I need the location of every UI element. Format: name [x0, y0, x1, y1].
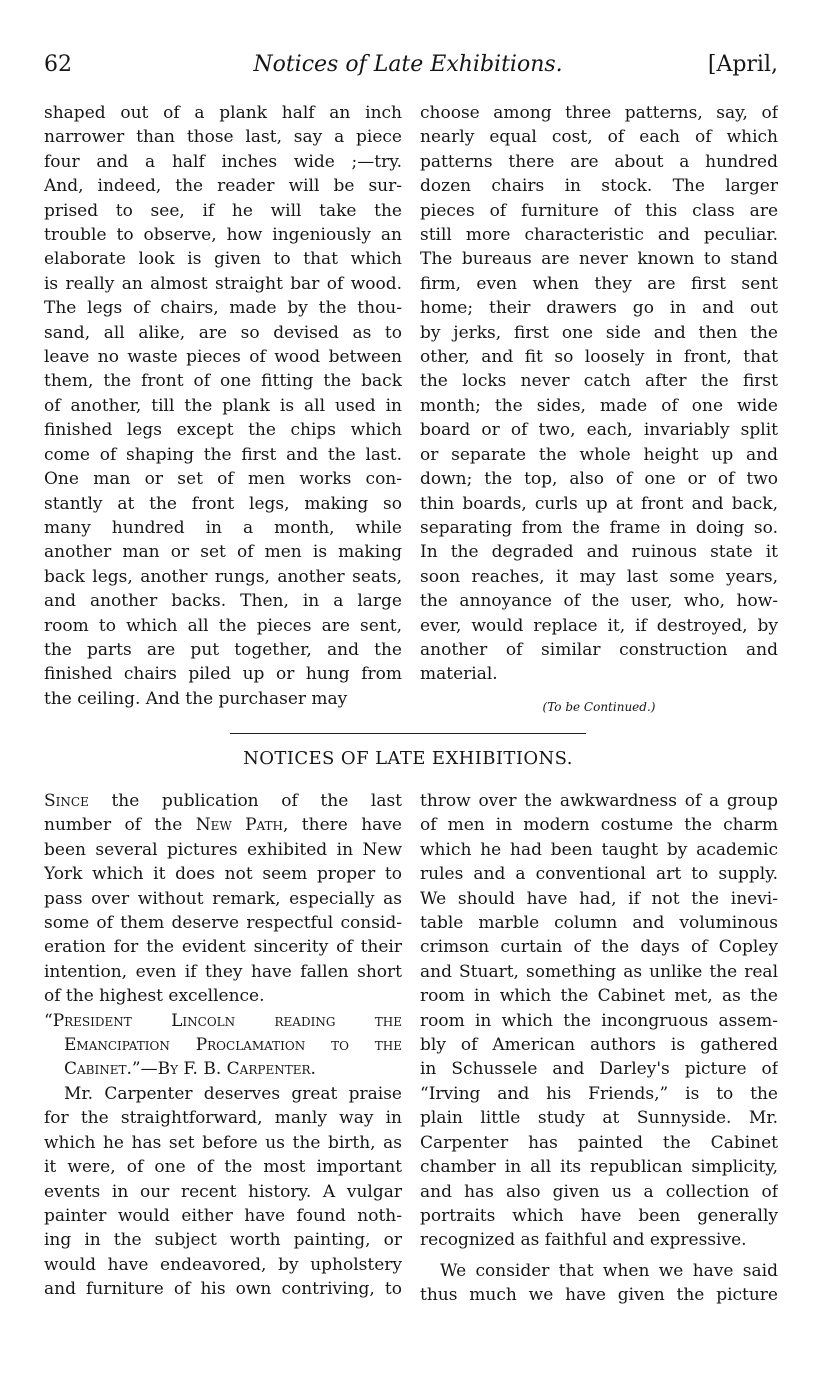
text-line: recognized as faithful and expressive.	[420, 1230, 747, 1251]
text-line: trouble to observe, how ingeniously an	[44, 225, 402, 246]
text-line: pieces of furniture of this class are	[420, 200, 778, 221]
page-header	[0, 52, 816, 86]
text-line: for the straightforward, manly way in	[44, 1108, 402, 1129]
bottom-right-column	[420, 789, 778, 1308]
text-line: down; the top, also of one or of two	[420, 469, 778, 490]
text-line: “Irving and his Friends,” is to the	[420, 1083, 778, 1104]
bottom-left-column	[44, 789, 402, 1302]
text-line: dozen chairs in stock. The larger	[420, 176, 778, 197]
text-line: One man or set of men works con-	[44, 469, 402, 490]
text-line: material.	[420, 664, 498, 685]
text-line: events in our recent history. A vulgar	[44, 1181, 402, 1202]
text-line: room in which the incongruous assem-	[420, 1010, 778, 1031]
text-line: Mr. Carpenter deserves great praise	[64, 1083, 402, 1104]
text-line: in Schussele and Darley's picture of	[420, 1059, 778, 1080]
text-line: other, and fit so loosely in front, that	[420, 347, 778, 368]
text-line: Emancipation Proclamation to the	[64, 1035, 402, 1056]
text-line: the annoyance of the user, who, how-	[420, 591, 778, 612]
text-line: pass over without remark, especially as	[44, 888, 402, 909]
top-left-column	[44, 101, 402, 711]
top-right-column	[420, 101, 778, 719]
text-line: the parts are put together, and the	[44, 639, 402, 660]
text-line: of men in modern costume the charm	[420, 815, 778, 836]
text-line: table marble column and voluminous	[420, 913, 778, 934]
text-line: board or of two, each, invariably split	[420, 420, 778, 441]
text-line: month; the sides, made of one wide	[420, 395, 778, 416]
running-month: [April,	[707, 52, 778, 77]
text-line: or separate the whole height up and	[420, 444, 778, 465]
text-line: Cabinet.”—By F. B. Carpenter.	[64, 1059, 316, 1080]
text-line: which he has set before us the birth, as	[44, 1132, 402, 1153]
text-line: which he had been taught by academic	[420, 839, 778, 860]
continued-note: (To be Continued.)	[542, 699, 656, 714]
text-line: it were, of one of the most important	[44, 1157, 402, 1178]
text-line: In the degraded and ruinous state it	[420, 542, 778, 563]
text-line: throw over the awkwardness of a group	[420, 791, 778, 811]
section-title: NOTICES OF LATE EXHIBITIONS.	[243, 748, 573, 769]
text-line: back legs, another rungs, another seats,	[44, 566, 402, 587]
text-line: crimson curtain of the days of Copley	[420, 937, 778, 958]
text-line: home; their drawers go in and out	[420, 298, 778, 319]
text-line: room in which the Cabinet met, as the	[420, 986, 778, 1007]
text-line: and Stuart, something as unlike the real	[420, 961, 778, 982]
text-line: rules and a conventional art to supply.	[420, 864, 778, 885]
text-line: eration for the evident sincerity of their	[44, 937, 402, 958]
text-line: ever, would replace it, if destroyed, by	[420, 615, 778, 636]
text-line: Since the publication of the last	[44, 791, 402, 811]
text-line: sand, all alike, are so devised as to	[44, 322, 402, 343]
body-paragraph	[44, 1082, 402, 1302]
picture-heading	[44, 1009, 402, 1082]
text-line: thus much we have given the picture	[420, 1285, 778, 1306]
text-line: bly of American authors is gathered	[420, 1035, 778, 1056]
text-line: ing in the subject worth painting, or	[44, 1230, 402, 1251]
text-line: firm, even when they are first sent	[420, 273, 778, 294]
text-line: separating from the frame in doing so.	[420, 517, 778, 538]
text-line: We should have had, if not the inevi-	[420, 888, 778, 909]
text-line: them, the front of one fitting the back	[44, 371, 402, 392]
text-line: York which it does not seem proper to	[44, 864, 402, 885]
text-line: chamber in all its republican simplicity,	[420, 1157, 778, 1178]
section-divider	[230, 733, 586, 734]
text-line: the locks never catch after the first	[420, 371, 778, 392]
text-line: the ceiling. And the purchaser may	[44, 688, 348, 709]
text-line: and has also given us a collection of	[420, 1181, 778, 1202]
text-line: portraits which have been generally	[420, 1205, 778, 1226]
text-line: intention, even if they have fallen short	[44, 961, 402, 982]
text-line: been several pictures exhibited in New	[44, 839, 402, 860]
text-line: leave no waste pieces of wood between	[44, 347, 402, 368]
text-line: of another, till the plank is all used in	[44, 395, 402, 416]
text-line: come of shaping the first and the last.	[44, 444, 402, 465]
text-line: choose among three patterns, say, of	[420, 103, 778, 123]
text-line: prised to see, if he will take the	[44, 200, 402, 221]
text-line: some of them deserve respectful consid-	[44, 913, 402, 934]
text-line: would have endeavored, by upholstery	[44, 1254, 402, 1275]
text-line: nearly equal cost, of each of which	[420, 127, 778, 148]
text-line: plain little study at Sunnyside. Mr.	[420, 1108, 778, 1129]
text-line: narrower than those last, say a piece	[44, 127, 402, 148]
text-line: of the highest excellence.	[44, 986, 265, 1007]
text-line: four and a half inches wide ;—try.	[44, 151, 402, 172]
text-line: Carpenter has painted the Cabinet	[420, 1132, 778, 1153]
text-line: shaped out of a plank half an inch	[44, 103, 402, 123]
text-line: finished legs except the chips which	[44, 420, 402, 441]
text-line: The legs of chairs, made by the thou-	[44, 298, 402, 319]
text-line: painter would either have found noth-	[44, 1205, 402, 1226]
text-line: room to which all the pieces are sent,	[44, 615, 402, 636]
text-line: and another backs. Then, in a large	[44, 591, 402, 612]
text-line: We consider that when we have said	[440, 1260, 778, 1281]
intro-paragraph	[44, 838, 402, 1009]
text-line: The bureaus are never known to stand	[420, 249, 778, 270]
text-line: “President Lincoln reading the	[44, 1010, 402, 1031]
text-line: number of the New Path, there have	[44, 815, 402, 836]
text-line: stantly at the front legs, making so	[44, 493, 402, 514]
page-number: 62	[44, 52, 72, 77]
text-line: is really an almost straight bar of wood.	[44, 273, 402, 294]
text-line: thin boards, curls up at front and back,	[420, 493, 778, 514]
text-line: many hundred in a month, while	[44, 517, 402, 538]
text-line: by jerks, first one side and then the	[420, 322, 778, 343]
text-line: soon reaches, it may last some years,	[420, 566, 778, 587]
text-line: and furniture of his own contriving, to	[44, 1279, 402, 1300]
text-line: another man or set of men is making	[44, 542, 402, 563]
text-line: still more characteristic and peculiar.	[420, 225, 778, 246]
text-line: another of similar construction and	[420, 639, 778, 660]
text-line: finished chairs piled up or hung from	[44, 664, 402, 685]
running-title: Notices of Late Exhibitions.	[253, 52, 563, 77]
text-line: And, indeed, the reader will be sur-	[44, 176, 402, 197]
text-line: elaborate look is given to that which	[44, 249, 402, 270]
text-line: patterns there are about a hundred	[420, 151, 778, 172]
